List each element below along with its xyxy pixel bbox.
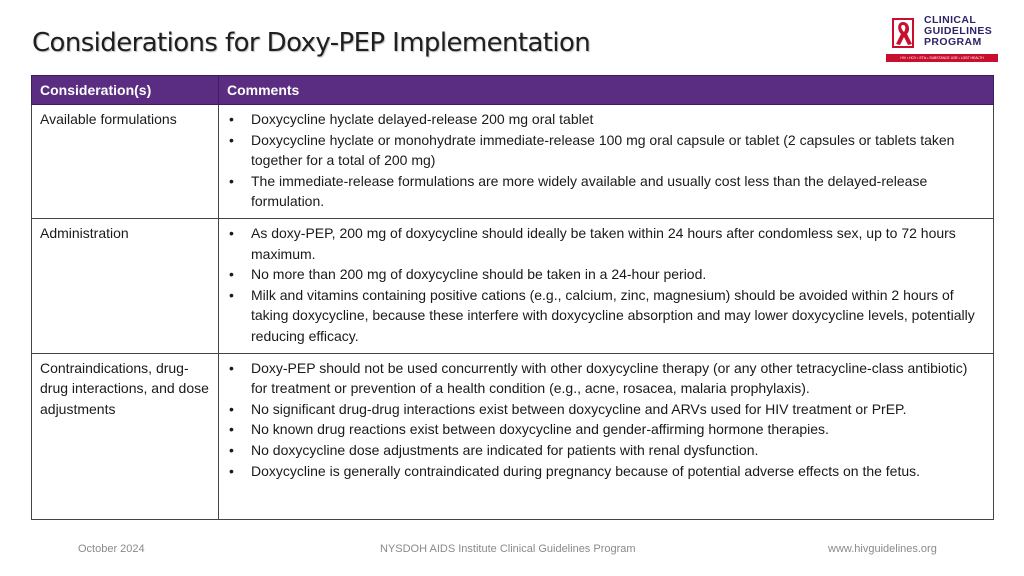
row-label-contraindications: Contraindications, drug-drug interactions, and dose adjustments: [32, 353, 219, 519]
row-comments: [219, 353, 994, 519]
logo-line-1: CLINICAL: [924, 14, 977, 26]
logo-line-3: PROGRAM: [924, 36, 982, 48]
list-item: • No known drug reactions exist between doxycycline and gender-affirming hormone therapies.: [227, 419, 985, 440]
program-logo: [884, 14, 1000, 66]
logo-line-2: GUIDELINES: [924, 25, 993, 37]
table-row: [32, 353, 994, 519]
list-item: • No more than 200 mg of doxycycline should be taken in a 24-hour period.: [227, 264, 985, 285]
list-item: • Doxycycline hyclate delayed-release 200 mg oral tablet: [227, 109, 985, 130]
footer-url: www.hivguidelines.org: [828, 543, 937, 555]
bullet-list: [227, 109, 985, 212]
row-label-administration: Administration: [32, 218, 219, 353]
bullet-list: [227, 358, 985, 482]
table-row: [32, 218, 994, 353]
considerations-table: [31, 75, 994, 520]
table-row: [32, 105, 994, 219]
column-header-comments: Comments: [219, 76, 994, 105]
list-item: • The immediate-release formulations are more widely available and usually cost less than the delayed-release formulation.: [227, 171, 985, 212]
logo-tagline: HIV • HCV • STIs • SUBSTANCE USE • LGBT HEALTH: [886, 54, 998, 62]
list-item: • Doxycycline is generally contraindicated during pregnancy because of potential adverse effects on the fetus.: [227, 461, 985, 482]
list-item: • Doxycycline hyclate or monohydrate immediate-release 100 mg oral capsule or tablet (2 capsules or tablets taken together for a total of 200 mg): [227, 130, 985, 171]
footer-program: NYSDOH AIDS Institute Clinical Guidelines Program: [380, 543, 636, 555]
list-item: • No significant drug-drug interactions exist between doxycycline and ARVs used for HIV treatment or PrEP.: [227, 399, 985, 420]
list-item: • Milk and vitamins containing positive cations (e.g., calcium, zinc, magnesium) should be avoided within 2 hours of taking doxycycline, because these interfere with doxycycline absorption and may lower doxycycline levels, potentially reducing efficacy.: [227, 285, 985, 347]
list-item: • Doxy-PEP should not be used concurrently with other doxycycline therapy (or any other tetracycline-class antibiotic) for treatment or prevention of a health condition (e.g., acne, rosacea, malaria prophylaxis).: [227, 358, 985, 399]
page-title: Considerations for Doxy-PEP Implementation: [32, 28, 591, 58]
list-item: • As doxy-PEP, 200 mg of doxycycline should ideally be taken within 24 hours after condomless sex, up to 72 hours maximum.: [227, 223, 985, 264]
row-comments: [219, 218, 994, 353]
bullet-list: [227, 223, 985, 347]
awareness-ribbon-icon: [892, 16, 918, 50]
row-comments: [219, 105, 994, 219]
list-item: • No doxycycline dose adjustments are indicated for patients with renal dysfunction.: [227, 440, 985, 461]
column-header-consideration: Consideration(s): [32, 76, 219, 105]
row-label-formulations: Available formulations: [32, 105, 219, 219]
logo-wordmark: [924, 15, 992, 48]
table-header-row: [32, 76, 994, 105]
footer-date: October 2024: [78, 543, 145, 555]
